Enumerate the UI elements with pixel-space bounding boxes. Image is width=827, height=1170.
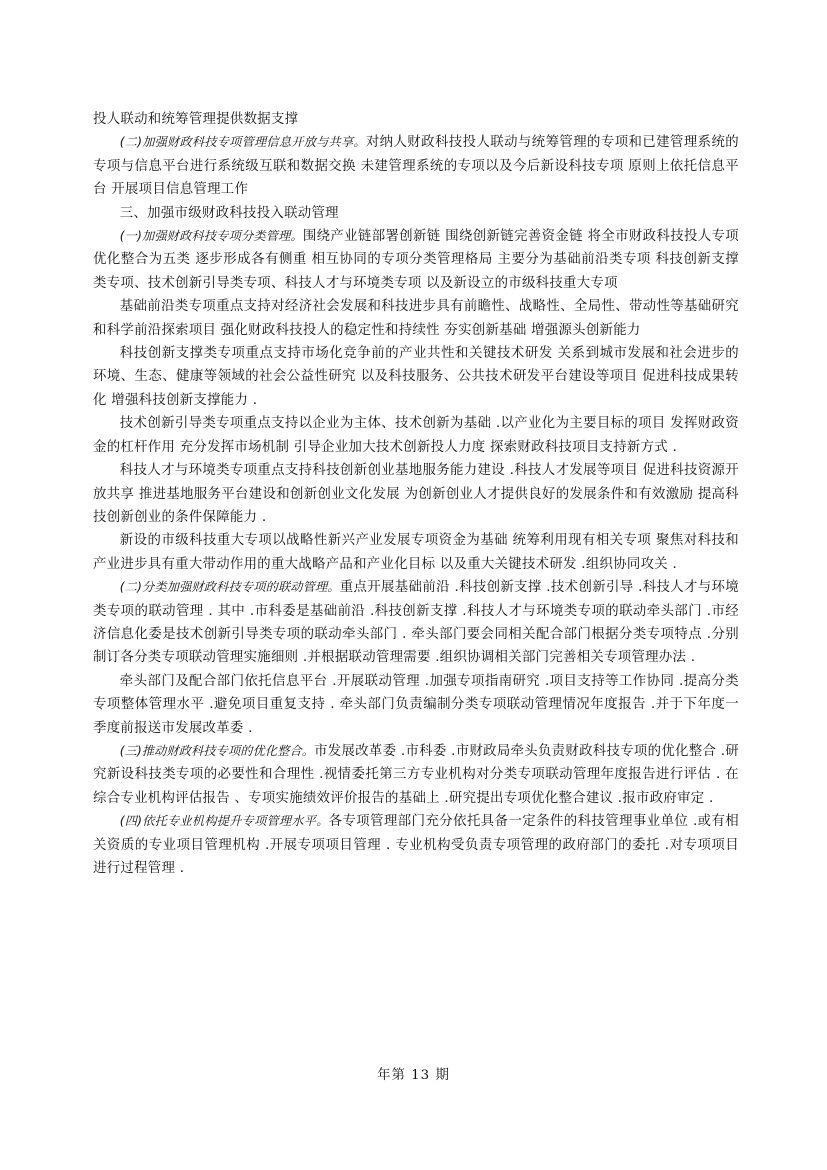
paragraph: [93, 225, 739, 295]
paragraph-text: 投人联动和统筹管理提供数据支撑: [93, 112, 299, 127]
paragraph-text: 基础前沿类专项重点支持对经济社会发展和科技进步具有前瞻性、战略性、全局性、带动性等基础研究和科学前沿探索项目 强化财政科技投人的稳定性和持续性 夯实创新基础 增强源头创新能力: [93, 299, 739, 338]
paragraph: [93, 459, 739, 529]
paragraph: [93, 202, 739, 225]
paragraph-heading: (四)依托专业机构提升专项管理水平。: [119, 814, 329, 829]
paragraph: [93, 810, 739, 880]
paragraph: [93, 576, 739, 670]
paragraph-text: 围绕产业链部署创新链 围绕创新链完善资金链 将全市财政科技投人专项优化整合为五类 逐步形成各有侧重 相互协同的专项分类管理格局 主要分为基础前沿类专项 科技创新支撑类专项、技术创新引导类专项、科技人才与环境类专项 以及新设立的市级科技重大专项: [93, 229, 739, 291]
paragraph: [93, 740, 739, 810]
paragraph-text: 科技人才与环境类专项重点支持科技创新创业基地服务能力建设 .科技人才发展等项目 促进科技资源开放共享 推进基地服务平台建设和创新创业文化发展 为创新创业人才提供良好的发展条件和有效激励 提高科技创新创业的条件保障能力 .: [93, 463, 739, 525]
document-body: [93, 108, 739, 880]
paragraph: [93, 342, 739, 412]
paragraph: [93, 412, 739, 459]
paragraph: [93, 108, 739, 131]
paragraph-text: 新设的市级科技重大专项以战略性新兴产业发展专项资金为基础 统筹利用现有相关专项 聚焦对科技和产业进步具有重大带动作用的重大战略产品和产业化目标 以及重大关键技术研发 .组织协同攻关 .: [93, 533, 739, 572]
paragraph-heading: (二)分类加强财政科技专项的联动管理。: [119, 580, 340, 595]
paragraph-text: 重点开展基础前沿 .科技创新支撑 .技术创新引导 .科技人才与环境类专项的联动管理 . 其中 .市科委是基础前沿 .科技创新支撑 .科技人才与环境类专项的联动牵头部门 .市经济信息化委是技术创新引导类专项的联动牵头部门 . 牵头部门要会同相关配合部门根据分类专项特点 .分别制订各分类专项联动管理实施细则 .并根据联动管理需要 .组织协调相关部门完善相关专项管理办法 .: [93, 580, 739, 666]
paragraph-text: 市发展改革委 .市科委 .市财政局牵头负责财政科技专项的优化整合 .研究新设科技类专项的必要性和合理性 .视情委托第三方专业机构对分类专项联动管理年度报告进行评估 . 在综合专业机构评估报告 、专项实施绩效评价报告的基础上 .研究提出专项优化整合建议 .报市政府审定 .: [93, 743, 739, 806]
paragraph: [93, 670, 739, 740]
paragraph-heading: (二)加强财政科技专项管理信息开放与共享。: [119, 135, 366, 150]
paragraph: [93, 131, 739, 201]
paragraph: [93, 529, 739, 576]
paragraph-text: 技术创新引导类专项重点支持以企业为主体、技术创新为基础 .以产业化为主要目标的项目 发挥财政资金的杠杆作用 充分发挥市场机制 引导企业加大技术创新投人力度 探索财政科技项目支持新方式 .: [93, 416, 739, 455]
page-footer: 年第 13 期: [377, 1068, 450, 1083]
paragraph-text: 三、加强市级财政科技投入联动管理: [119, 205, 339, 221]
paragraph-heading: (一)加强财政科技专项分类管理。: [119, 229, 303, 244]
paragraph-heading: (三)推动财政科技专项的优化整合。: [119, 743, 315, 758]
paragraph-text: 牵头部门及配合部门依托信息平台 .开展联动管理 .加强专项指南研究 .项目支持等工作协同 .提高分类专项整体管理水平 .避免项目重复支持 . 牵头部门负责编制分类专项联动管理情况年度报告 .并于下年度一季度前报送市发展改革委 .: [93, 673, 739, 736]
paragraph-text: 对纳人财政科技投人联动与统筹管理的专项和已建管理系统的专项与信息平台进行系统级互联和数据交换 未建管理系统的专项以及今后新设科技专项 原则上依托信息平台 开展项目信息管理工作: [93, 135, 739, 198]
paragraph: [93, 295, 739, 342]
paragraph-text: 科技创新支撑类专项重点支持市场化竞争前的产业共性和关键技术研发 关系到城市发展和社会进步的环境、生态、健康等领域的社会公益性研究 以及科技服务、公共技术研发平台建设等项目 促进科技成果转化 增强科技创新支撑能力 .: [93, 346, 739, 408]
paragraph-text: 各专项管理部门充分依托具备一定条件的科技管理事业单位 .或有相关资质的专业项目管理机构 .开展专项项目管理 . 专业机构受负责专项管理的政府部门的委托 .对专项项目进行过程管理 .: [93, 814, 739, 876]
